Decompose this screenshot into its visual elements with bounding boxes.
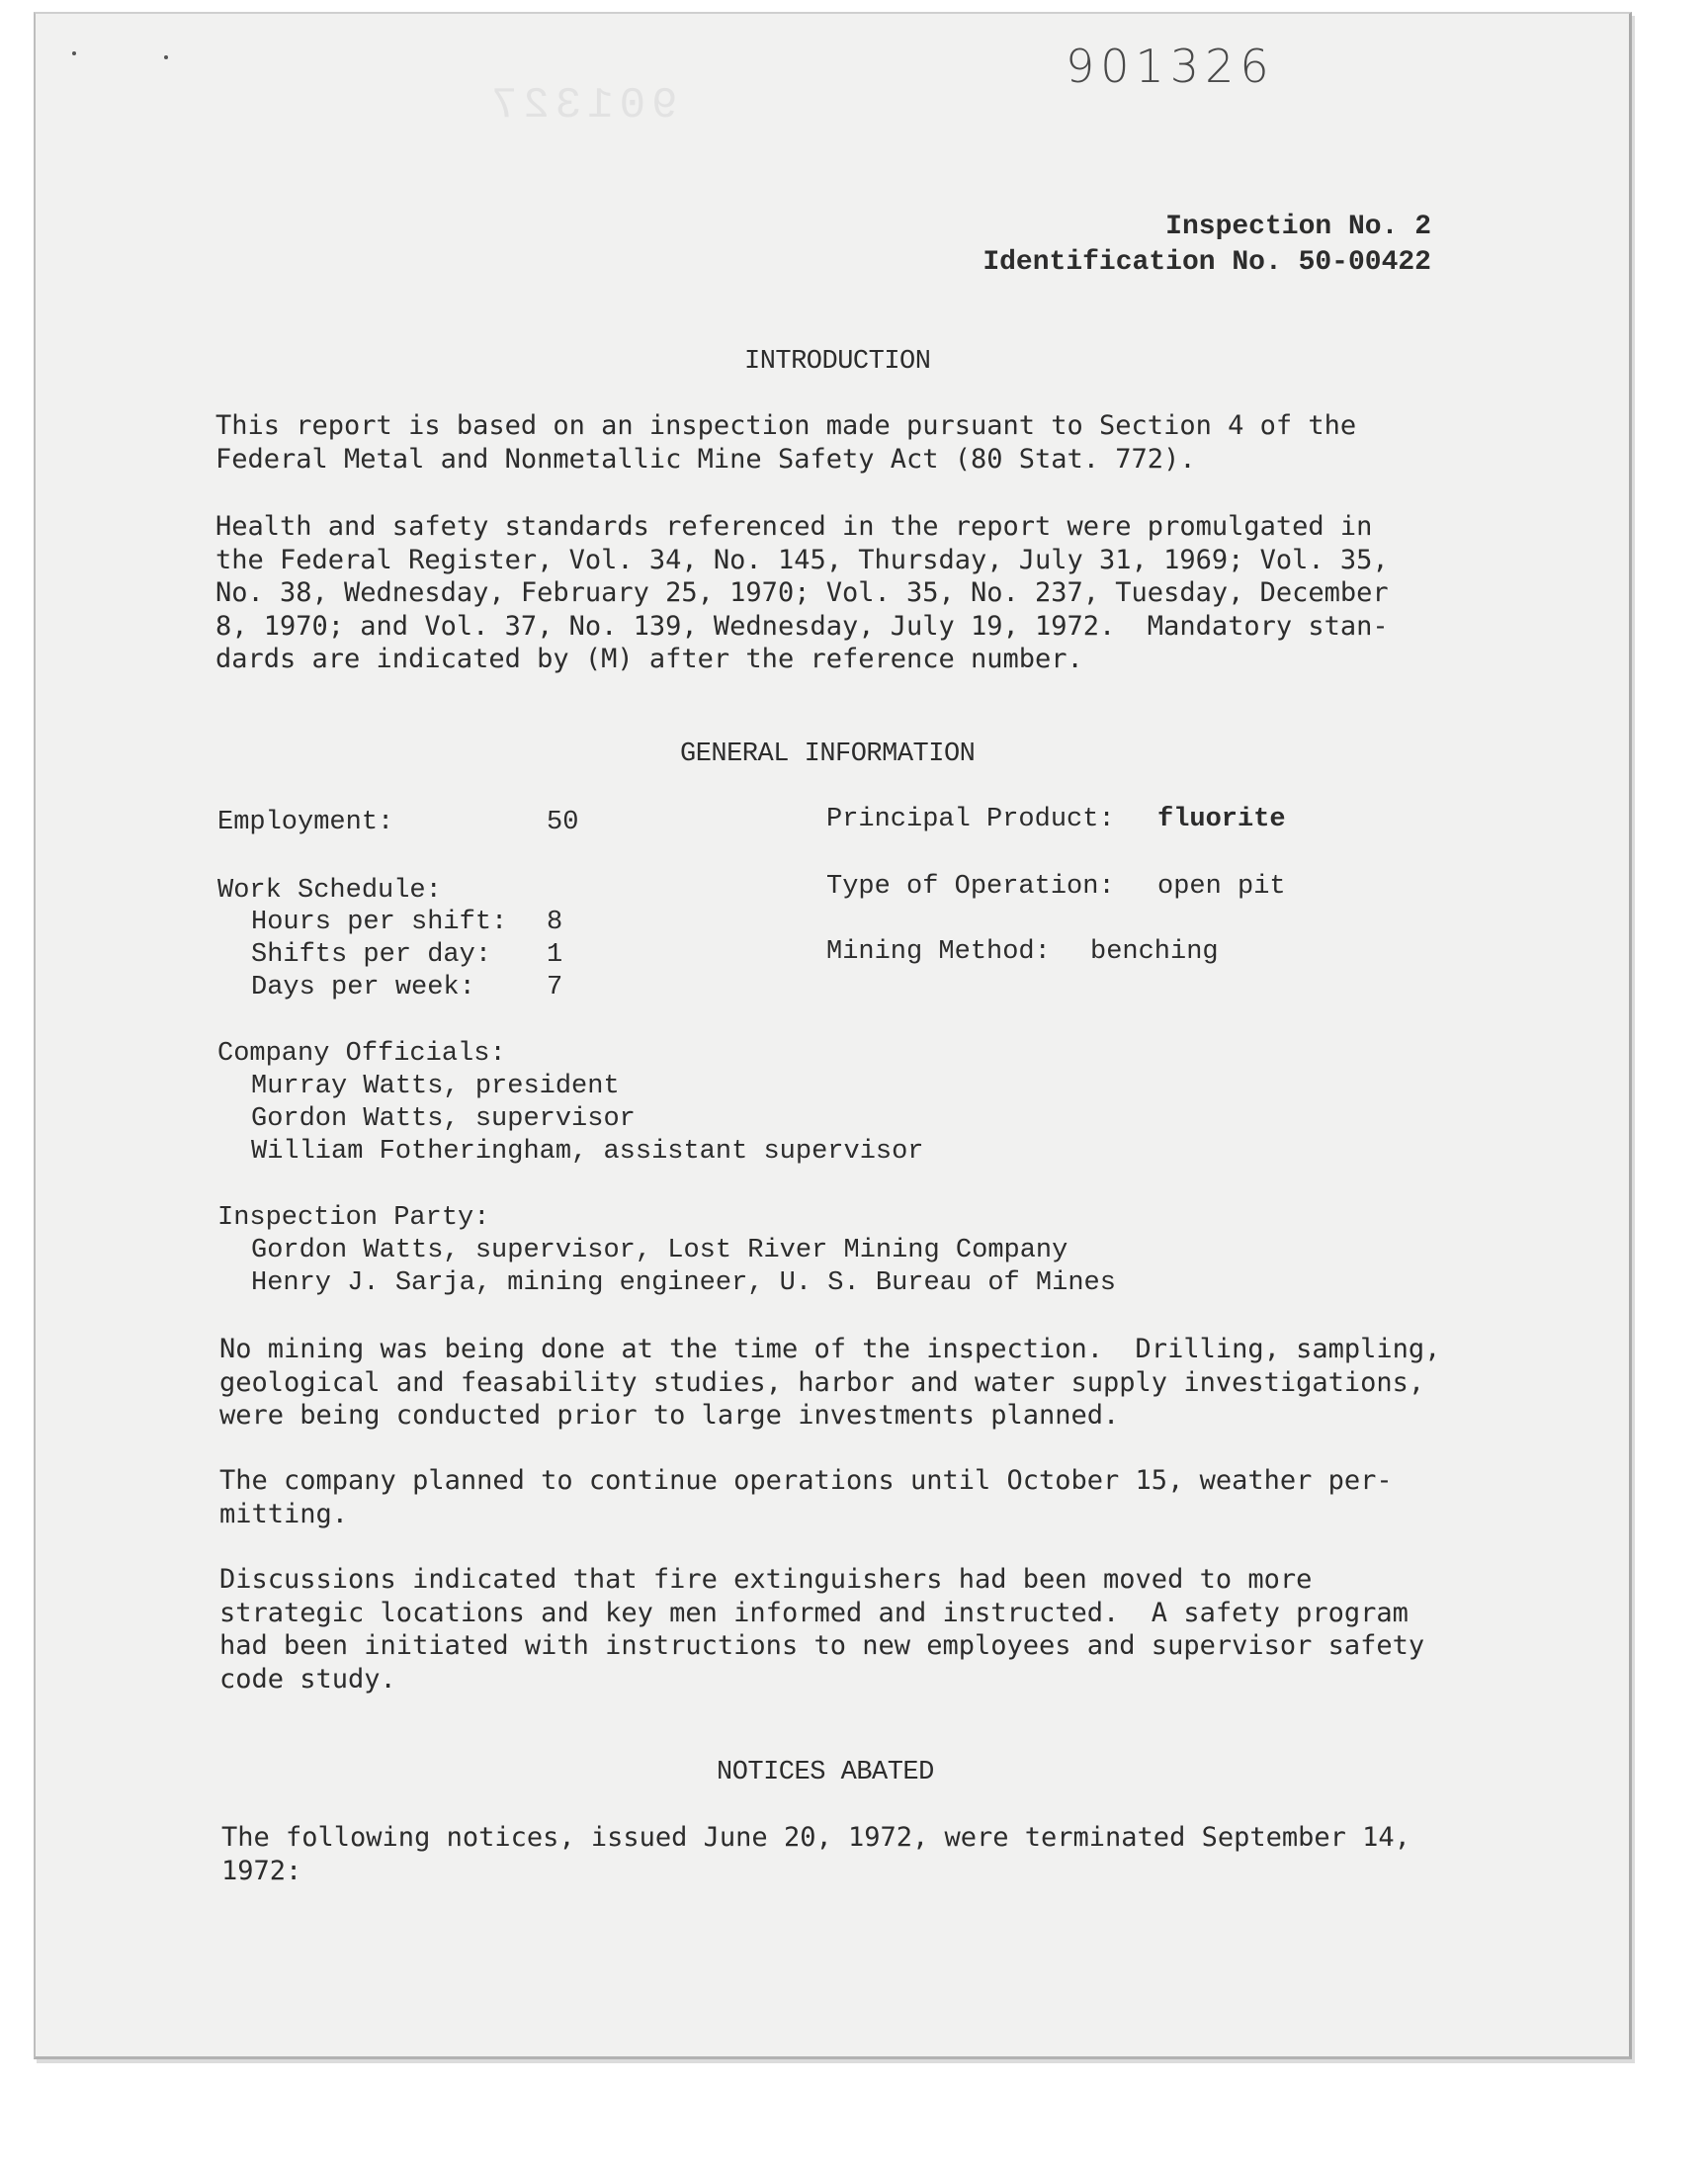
principal-product-label: Principal Product:: [826, 805, 1115, 834]
paper-sheet: [34, 12, 1632, 2059]
official-entry: William Fotheringham, assistant supervisor: [251, 1137, 924, 1167]
official-entry: Gordon Watts, supervisor: [251, 1104, 636, 1134]
official-entry: Murray Watts, president: [251, 1072, 620, 1101]
days-per-week-value: 7: [547, 973, 563, 1002]
principal-product-value: fluorite: [1157, 805, 1286, 834]
general-information-heading: GENERAL INFORMATION: [680, 740, 976, 769]
hours-per-shift-label: Hours per shift:: [251, 908, 508, 937]
days-per-week-label: Days per week:: [251, 973, 475, 1002]
report-identifiers: [982, 210, 1431, 281]
document-number: 901326: [1066, 40, 1275, 93]
party-member: Gordon Watts, supervisor, Lost River Mining Company: [251, 1236, 1068, 1265]
shifts-per-day-value: 1: [547, 940, 563, 970]
party-member: Henry J. Sarja, mining engineer, U. S. Bureau of Mines: [251, 1268, 1116, 1298]
bleed-through-mark: 901327: [485, 81, 678, 130]
work-schedule-label: Work Schedule:: [217, 876, 442, 906]
inspection-number: Inspection No. 2: [1165, 212, 1431, 242]
safety-discussion-paragraph: Discussions indicated that fire extinguishers had been moved to more strategic locations and key men informed and instructed. A safety program had been initiated with instructions to new employees and supervisor safety code study.: [219, 1564, 1425, 1695]
mining-status-paragraph: No mining was being done at the time of the inspection. Drilling, sampling, geological and feasability studies, harbor and water supply investigations, were being conducted prior to large investments planned.: [219, 1334, 1441, 1431]
shifts-per-day-label: Shifts per day:: [251, 940, 492, 970]
type-of-operation-value: open pit: [1157, 872, 1286, 902]
identification-number: Identification No. 50-00422: [982, 247, 1431, 278]
introduction-paragraph-1: This report is based on an inspection made pursuant to Section 4 of the Federal Metal and Nonmetallic Mine Safety Act (80 Stat. 772).: [215, 410, 1357, 475]
employment-value: 50: [547, 808, 579, 837]
speck: [164, 55, 168, 59]
introduction-paragraph-2: Health and safety standards referenced in the report were promulgated in the Federal Register, Vol. 34, No. 145, Thursday, July 31, 1969; Vol. 35, No. 38, Wednesday, February 25, 1970; Vol. 35, No. 237, Tuesday, December 8, 1970; and Vol. 37, No. 139, Wednesday, July 19, 1972. Mandatory stan- dards are indicated by (M) after the reference number.: [215, 511, 1389, 674]
inspection-party-label: Inspection Party:: [217, 1203, 490, 1233]
mining-method-value: benching: [1090, 937, 1219, 967]
introduction-heading: INTRODUCTION: [744, 347, 931, 377]
notices-abated-paragraph: The following notices, issued June 20, 1972, were terminated September 14, 1972:: [221, 1822, 1410, 1886]
company-officials-label: Company Officials:: [217, 1039, 506, 1069]
notices-abated-heading: NOTICES ABATED: [717, 1758, 934, 1787]
mining-method-label: Mining Method:: [826, 937, 1051, 967]
speck: [72, 51, 76, 55]
operations-plan-paragraph: The company planned to continue operations until October 15, weather per- mitting.: [219, 1465, 1393, 1529]
employment-label: Employment:: [217, 808, 394, 837]
hours-per-shift-value: 8: [547, 908, 563, 937]
type-of-operation-label: Type of Operation:: [826, 872, 1115, 902]
